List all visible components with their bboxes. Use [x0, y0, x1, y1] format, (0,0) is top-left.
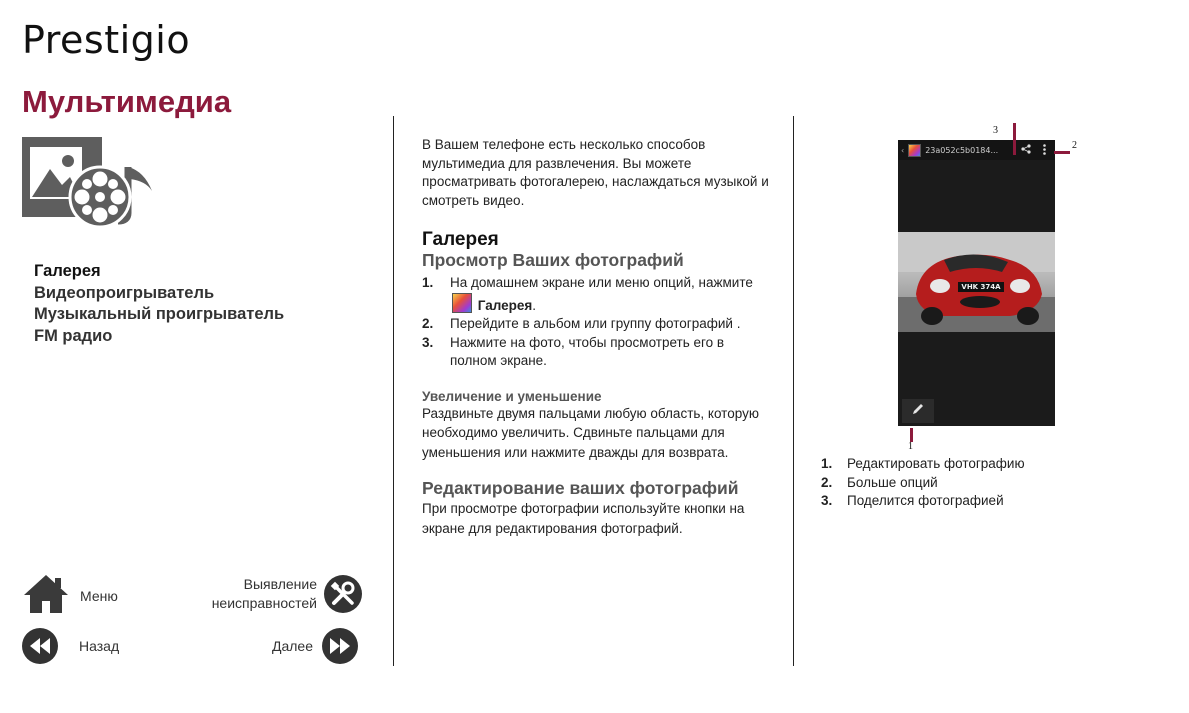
list-item	[422, 274, 772, 315]
list-item	[821, 455, 1025, 474]
license-plate: VHK 374A	[961, 283, 1001, 291]
pencil-icon	[911, 402, 925, 421]
back-nav-button[interactable]	[22, 628, 119, 664]
troubleshooting-label-line1: Выявление	[243, 576, 317, 592]
toc-item-music-player[interactable]: Музыкальный проигрыватель	[34, 305, 285, 323]
more-options-icon[interactable]	[1043, 144, 1046, 157]
car-photo[interactable]	[898, 232, 1055, 332]
next-label: Далее	[272, 638, 314, 654]
edit-photo-button[interactable]	[902, 399, 934, 423]
column-divider-left	[393, 116, 394, 666]
gallery-app-icon	[908, 144, 921, 157]
phone-screenshot	[898, 140, 1055, 426]
section-title: Мультимедиа	[22, 84, 232, 119]
menu-nav-button[interactable]	[22, 573, 118, 618]
main-content	[422, 136, 772, 538]
photo-file-name: 23a052c5b0184...	[925, 145, 999, 155]
rewind-icon	[22, 628, 58, 664]
brand-logo: Prestigio	[22, 18, 191, 62]
gallery-app-label: Галерея	[477, 297, 533, 313]
legend-number: 2.	[821, 474, 833, 490]
step-text-after: .	[532, 297, 537, 313]
toc-item-video-player[interactable]: Видеопроигрыватель	[34, 283, 215, 302]
edit-heading: Редактирование ваших фотографий	[422, 478, 739, 498]
column-divider-right	[793, 116, 794, 666]
multimedia-icon	[20, 135, 160, 235]
callout-line-2	[1054, 151, 1070, 154]
view-photos-heading: Просмотр Ваших фотографий	[422, 250, 684, 270]
callout-line-1	[910, 428, 913, 442]
zoom-text: Раздвиньте двумя пальцами любую область, которую необходимо увеличить. Сдвиньте пальцами для уменьшения или нажмите дважды для возврата.	[422, 405, 759, 460]
list-item	[422, 315, 772, 334]
step-text	[450, 274, 772, 315]
fast-forward-icon	[322, 628, 358, 664]
back-label: Назад	[79, 638, 120, 654]
list-item	[821, 492, 1025, 511]
list-item	[422, 334, 772, 371]
legend-text: Больше опций	[847, 474, 938, 490]
share-icon[interactable]	[1021, 144, 1031, 156]
step-number: 2.	[422, 316, 434, 331]
toc-item-fm-radio[interactable]: FM радио	[34, 326, 113, 345]
gallery-app-icon	[452, 293, 472, 313]
legend-text: Поделится фотографией	[847, 493, 1004, 508]
step-text: Нажмите на фото, чтобы просмотреть его в полном экране.	[450, 334, 725, 368]
legend-number: 1.	[821, 456, 833, 471]
home-icon	[22, 573, 70, 618]
step-text: Перейдите в альбом или группу фотографий .	[450, 316, 741, 331]
callout-number-2: 2	[1072, 140, 1077, 151]
toc	[34, 261, 284, 347]
menu-label: Меню	[80, 587, 118, 604]
callout-line-3	[1013, 123, 1016, 155]
next-nav-button[interactable]	[272, 628, 358, 664]
edit-text: При просмотре фотографии используйте кнопки на экране для редактирования фотографий.	[422, 501, 745, 536]
gallery-heading: Галерея	[422, 229, 499, 250]
troubleshooting-label-line2: неисправностей	[211, 595, 317, 611]
back-chevron-icon[interactable]: ‹	[901, 145, 905, 155]
toc-item-gallery[interactable]: Галерея	[34, 262, 101, 280]
intro-text: В Вашем телефоне есть несколько способов мультимедиа для развлечения. Вы можете просматривать фотогалерею, наслаждаться музыкой и смотреть видео.	[422, 137, 769, 208]
callout-number-1: 1	[908, 441, 913, 452]
steps-list	[422, 274, 772, 371]
step-number: 3.	[422, 334, 434, 350]
step-number: 1.	[422, 275, 434, 290]
callout-legend	[821, 455, 1025, 511]
list-item	[821, 474, 1025, 493]
phone-action-bar	[898, 140, 1055, 160]
legend-text: Редактировать фотографию	[847, 456, 1025, 471]
zoom-heading: Увеличение и уменьшение	[422, 388, 602, 404]
troubleshooting-nav-button[interactable]	[190, 575, 362, 613]
step-text-before: На домашнем экране или меню опций, нажмите	[450, 275, 753, 290]
callout-number-3: 3	[993, 125, 998, 136]
tools-icon	[324, 575, 362, 613]
legend-number: 3.	[821, 493, 833, 508]
